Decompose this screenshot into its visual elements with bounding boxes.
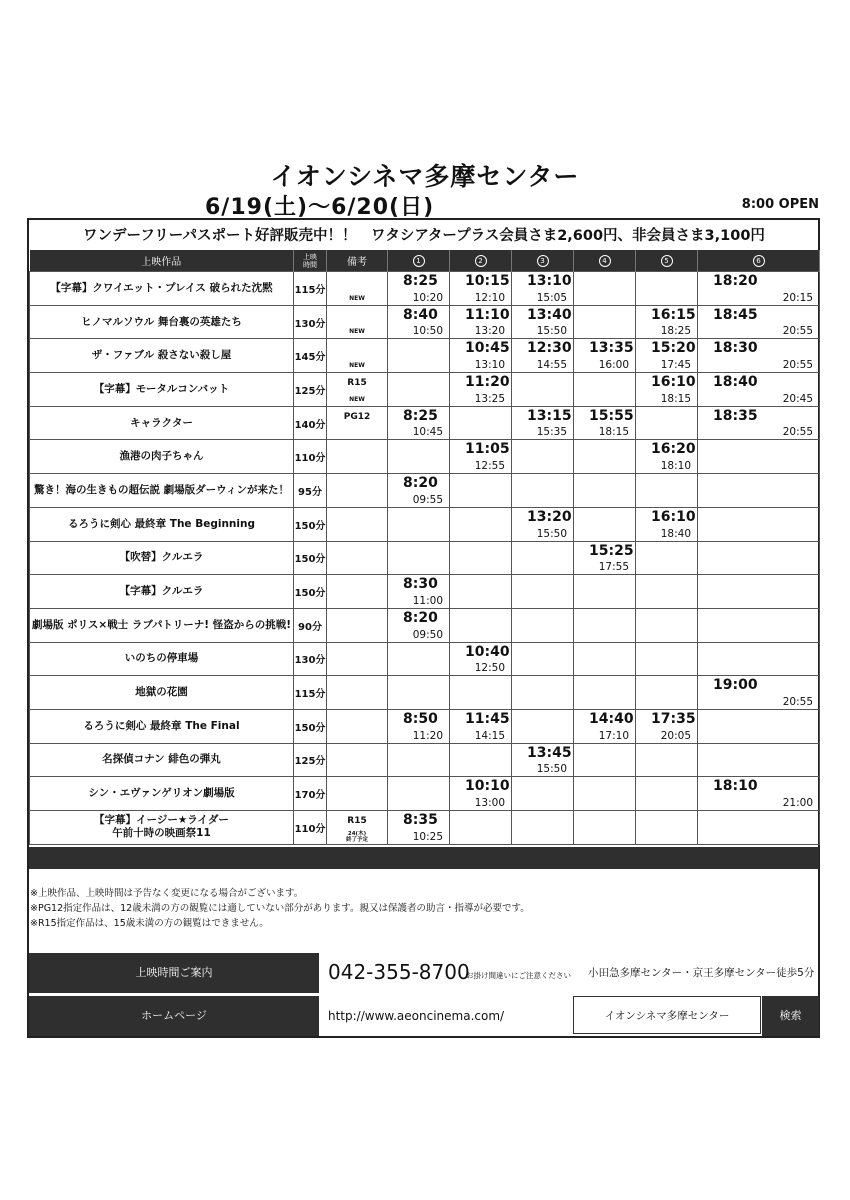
showtime-cell <box>574 777 636 811</box>
showtime-cell <box>388 440 450 474</box>
movie-title: 【字幕】クワイエット・プレイス 破られた沈黙 <box>30 272 294 306</box>
duration: 140分 <box>294 406 327 440</box>
end-time: 11:00 <box>412 594 443 607</box>
showtime-cell <box>512 811 574 845</box>
start-time: 8:25 <box>403 407 438 424</box>
end-time: 20:15 <box>782 291 813 304</box>
end-time: 18:40 <box>660 527 691 540</box>
start-time: 16:20 <box>651 441 696 458</box>
table-row <box>30 642 820 676</box>
duration: 125分 <box>294 743 327 777</box>
showtime-cell <box>574 676 636 710</box>
movie-title: 地獄の花園 <box>30 676 294 710</box>
end-time: 20:55 <box>782 359 813 372</box>
showtime-cell[interactable] <box>388 272 450 306</box>
showtime-cell <box>574 743 636 777</box>
movie-title: 劇場版 ポリス×戦士 ラブパトリーナ! 怪盗からの挑戦! <box>30 608 294 642</box>
showtime-cell[interactable] <box>512 743 574 777</box>
end-time: 14:15 <box>474 729 505 742</box>
table-row <box>30 811 820 845</box>
start-time: 18:30 <box>713 340 758 357</box>
showtime-cell[interactable] <box>450 440 512 474</box>
note-label: NEW <box>349 395 365 403</box>
table-row <box>30 541 820 575</box>
note-cell <box>327 777 388 811</box>
note-cell <box>327 373 388 407</box>
showtime-cell <box>388 507 450 541</box>
end-time: 13:10 <box>474 359 505 372</box>
duration: 170分 <box>294 777 327 811</box>
duration: 150分 <box>294 507 327 541</box>
table-row <box>30 305 820 339</box>
movie-title: るろうに剣心 最終章 The Beginning <box>30 507 294 541</box>
showtime-cell[interactable] <box>388 811 450 845</box>
showtime-cell[interactable] <box>450 642 512 676</box>
showtime-cell[interactable] <box>636 339 698 373</box>
showtime-cell <box>574 507 636 541</box>
note-label: 24(木) 終了予定 <box>345 830 368 843</box>
movie-title: 【字幕】モータルコンバット <box>30 373 294 407</box>
showtime-cell[interactable] <box>636 709 698 743</box>
end-time: 10:20 <box>412 291 443 304</box>
showtime-cell <box>574 272 636 306</box>
duration: 150分 <box>294 575 327 609</box>
showtime-cell[interactable] <box>450 305 512 339</box>
showtime-cell[interactable] <box>450 709 512 743</box>
showtime-cell <box>574 608 636 642</box>
showtime-cell <box>574 440 636 474</box>
showtime-cell[interactable] <box>698 676 820 710</box>
showtime-cell <box>636 811 698 845</box>
start-time: 8:20 <box>403 609 438 626</box>
end-time: 12:10 <box>474 291 505 304</box>
start-time: 16:10 <box>651 374 696 391</box>
promo-banner: ワンデーフリーパスポート好評販売中！！ ワタシアタープラス会員さま2,600円、非会員さま3,100円 <box>83 228 765 244</box>
table-row <box>30 709 820 743</box>
showtime-cell <box>388 642 450 676</box>
start-time: 8:25 <box>403 273 438 289</box>
movie-title: 【字幕】イージー★ライダー 午前十時の映画祭11 <box>30 811 294 845</box>
note-cell <box>327 709 388 743</box>
start-time: 18:45 <box>713 306 758 323</box>
table-row <box>30 608 820 642</box>
start-time: 18:40 <box>713 374 758 391</box>
duration: 95分 <box>294 474 327 508</box>
showtime-cell <box>388 339 450 373</box>
showtime-cell <box>698 608 820 642</box>
start-time: 13:35 <box>589 340 634 357</box>
duration: 110分 <box>294 811 327 845</box>
date-range: 6/19(土)～6/20(日) <box>205 195 435 220</box>
note-label: NEW <box>349 294 365 302</box>
start-time: 17:35 <box>651 710 696 727</box>
end-time: 14:55 <box>536 359 567 372</box>
search-input[interactable]: イオンシネマ多摩センター <box>573 996 761 1034</box>
end-time: 12:55 <box>474 460 505 473</box>
end-time: 17:10 <box>598 729 629 742</box>
showtime-cell <box>450 507 512 541</box>
showtime-cell <box>636 676 698 710</box>
showtime-cell[interactable] <box>698 272 820 306</box>
showtime-cell <box>450 608 512 642</box>
rating-badge: R15 <box>347 816 367 826</box>
start-time: 8:20 <box>403 475 438 492</box>
start-time: 8:35 <box>403 812 438 828</box>
start-time: 16:15 <box>651 306 696 323</box>
header-screen-6: 6 <box>698 250 820 272</box>
start-time: 19:00 <box>713 677 758 694</box>
showtime-cell[interactable] <box>450 777 512 811</box>
showtime-cell <box>388 777 450 811</box>
showtime-cell[interactable] <box>388 474 450 508</box>
showtime-cell <box>636 541 698 575</box>
note-line: ※PG12指定作品は、12歳未満の方の観覧には適していない部分があります。親又は保護者の助言・指導が必要です。 <box>30 903 530 914</box>
duration: 115分 <box>294 272 327 306</box>
start-time: 8:30 <box>403 576 438 593</box>
end-time: 10:50 <box>412 325 443 338</box>
showtime-cell <box>698 642 820 676</box>
note-cell <box>327 608 388 642</box>
phone-number: 042-355-8700 <box>328 960 470 984</box>
table-row <box>30 676 820 710</box>
phone-note: お掛け間違いにご注意ください <box>466 971 571 980</box>
showtime-cell[interactable] <box>698 339 820 373</box>
duration: 150分 <box>294 541 327 575</box>
note-cell <box>327 474 388 508</box>
header-screen-2: 2 <box>450 250 512 272</box>
start-time: 18:35 <box>713 407 758 424</box>
showtime-cell[interactable] <box>388 709 450 743</box>
showtime-cell <box>512 373 574 407</box>
note-label: NEW <box>349 362 365 370</box>
start-time: 15:20 <box>651 340 696 357</box>
movie-title: 【字幕】クルエラ <box>30 575 294 609</box>
showtime-cell[interactable] <box>450 373 512 407</box>
start-time: 18:10 <box>713 778 758 795</box>
duration: 130分 <box>294 642 327 676</box>
showtime-cell <box>698 507 820 541</box>
end-time: 18:15 <box>660 392 691 405</box>
showtime-cell[interactable] <box>698 373 820 407</box>
showtime-cell[interactable] <box>512 339 574 373</box>
showtime-cell <box>450 541 512 575</box>
showtime-cell <box>636 272 698 306</box>
duration: 110分 <box>294 440 327 474</box>
duration: 90分 <box>294 608 327 642</box>
showtime-cell[interactable] <box>450 272 512 306</box>
showtime-info-label: 上映時間ご案内 <box>29 953 319 993</box>
start-time: 10:10 <box>465 778 510 795</box>
end-time: 18:25 <box>660 325 691 338</box>
table-row <box>30 339 820 373</box>
showtime-cell <box>574 811 636 845</box>
opening-time: 8:00 OPEN <box>741 197 819 212</box>
showtime-cell <box>698 541 820 575</box>
showtime-cell <box>698 743 820 777</box>
showtime-cell[interactable] <box>574 406 636 440</box>
note-cell <box>327 743 388 777</box>
table-row <box>30 743 820 777</box>
showtime-cell <box>574 642 636 676</box>
start-time: 11:45 <box>465 710 510 727</box>
end-time: 15:50 <box>536 763 567 776</box>
start-time: 18:20 <box>713 273 758 289</box>
end-time: 21:00 <box>782 797 813 809</box>
start-time: 10:15 <box>465 273 510 289</box>
start-time: 13:45 <box>527 744 572 761</box>
start-time: 10:45 <box>465 340 510 357</box>
showtime-cell[interactable] <box>574 709 636 743</box>
movie-title: るろうに剣心 最終章 The Final <box>30 709 294 743</box>
showtime-cell[interactable] <box>636 373 698 407</box>
note-cell <box>327 305 388 339</box>
showtime-cell[interactable] <box>574 541 636 575</box>
showtime-cell <box>450 743 512 777</box>
access-info: 小田急多摩センター・京王多摩センター徒歩5分 <box>588 967 815 979</box>
duration: 125分 <box>294 373 327 407</box>
end-time: 18:10 <box>660 460 691 473</box>
end-time: 18:15 <box>598 426 629 439</box>
showtime-cell[interactable] <box>512 272 574 306</box>
end-time: 13:25 <box>474 392 505 405</box>
duration: 145分 <box>294 339 327 373</box>
end-time: 10:45 <box>412 426 443 439</box>
table-header-row <box>30 250 820 272</box>
showtime-cell <box>636 642 698 676</box>
rating-badge: PG12 <box>343 411 371 422</box>
note-cell <box>327 272 388 306</box>
showtime-cell <box>450 474 512 508</box>
showtime-cell[interactable] <box>698 305 820 339</box>
homepage-label: ホームページ <box>29 996 319 1036</box>
homepage-url[interactable]: http://www.aeoncinema.com/ <box>328 1009 505 1023</box>
note-cell <box>327 406 388 440</box>
showtime-cell <box>698 575 820 609</box>
showtime-cell <box>574 373 636 407</box>
showtime-cell <box>698 811 820 845</box>
showtime-cell <box>698 474 820 508</box>
showtime-cell <box>512 642 574 676</box>
start-time: 10:40 <box>465 643 510 660</box>
showtime-cell <box>512 777 574 811</box>
showtime-cell[interactable] <box>388 305 450 339</box>
duration: 130分 <box>294 305 327 339</box>
table-row <box>30 440 820 474</box>
header-screen-5: 5 <box>636 250 698 272</box>
showtime-cell[interactable] <box>512 406 574 440</box>
showtime-cell[interactable] <box>574 339 636 373</box>
end-time: 15:05 <box>536 291 567 304</box>
showtime-cell <box>450 676 512 710</box>
movie-title: 驚き！海の生きもの超伝説 劇場版ダーウィンが来た！ <box>30 474 294 508</box>
start-time: 8:50 <box>403 710 438 727</box>
note-cell <box>327 541 388 575</box>
duration: 115分 <box>294 676 327 710</box>
table-row <box>30 777 820 811</box>
start-time: 14:40 <box>589 710 634 727</box>
table-row <box>30 474 820 508</box>
end-time: 20:55 <box>782 695 813 708</box>
end-time: 20:55 <box>782 325 813 338</box>
note-cell <box>327 507 388 541</box>
end-time: 17:55 <box>598 561 629 574</box>
movie-title: 【吹替】クルエラ <box>30 541 294 575</box>
start-time: 15:55 <box>589 407 634 424</box>
showtime-cell <box>512 474 574 508</box>
movie-title: キャラクター <box>30 406 294 440</box>
note-cell <box>327 575 388 609</box>
showtime-cell <box>450 575 512 609</box>
showtime-cell <box>512 676 574 710</box>
showtime-cell <box>636 575 698 609</box>
showtime-cell <box>512 709 574 743</box>
showtime-cell[interactable] <box>512 507 574 541</box>
showtime-cell[interactable] <box>388 406 450 440</box>
search-button[interactable]: 検索 <box>762 996 819 1036</box>
end-time: 16:00 <box>598 359 629 372</box>
header-screen-3: 3 <box>512 250 574 272</box>
start-time: 13:20 <box>527 508 572 525</box>
start-time: 15:25 <box>589 542 634 559</box>
end-time: 15:50 <box>536 527 567 540</box>
start-time: 12:30 <box>527 340 572 357</box>
table-row <box>30 406 820 440</box>
showtime-cell[interactable] <box>636 507 698 541</box>
note-cell <box>327 676 388 710</box>
note-label: NEW <box>349 328 365 336</box>
note-line: ※R15指定作品は、15歳未満の方の観覧はできません。 <box>30 918 269 929</box>
showtime-cell <box>636 608 698 642</box>
showtime-cell[interactable] <box>388 575 450 609</box>
table-row <box>30 575 820 609</box>
end-time: 11:20 <box>412 729 443 742</box>
showtime-cell <box>512 575 574 609</box>
showtime-cell <box>698 709 820 743</box>
showtime-cell <box>388 676 450 710</box>
movie-title: ザ・ファブル 殺さない殺し屋 <box>30 339 294 373</box>
end-time: 15:50 <box>536 325 567 338</box>
header-note: 備考 <box>327 250 388 272</box>
note-cell <box>327 811 388 845</box>
rating-badge: R15 <box>347 378 367 389</box>
showtime-cell <box>450 811 512 845</box>
note-line: ※上映作品、上映時間は予告なく変更になる場合がございます。 <box>30 888 304 899</box>
start-time: 11:10 <box>465 306 510 323</box>
showtime-cell <box>450 406 512 440</box>
note-cell <box>327 440 388 474</box>
showtime-cell <box>512 440 574 474</box>
start-time: 13:10 <box>527 273 572 289</box>
movie-title: シン・エヴァンゲリオン劇場版 <box>30 777 294 811</box>
showtime-cell[interactable] <box>698 406 820 440</box>
end-time: 10:25 <box>412 830 443 843</box>
showtime-cell <box>698 440 820 474</box>
showtime-cell <box>388 541 450 575</box>
note-cell <box>327 642 388 676</box>
showtime-cell[interactable] <box>636 305 698 339</box>
header-title: 上映作品 <box>30 250 294 272</box>
end-time: 13:00 <box>474 797 505 809</box>
start-time: 8:40 <box>403 306 438 323</box>
showtime-cell[interactable] <box>698 777 820 811</box>
table-row <box>30 507 820 541</box>
movie-title: ヒノマルソウル 舞台裏の英雄たち <box>30 305 294 339</box>
showtime-cell <box>574 575 636 609</box>
showtime-cell <box>574 474 636 508</box>
page-title: イオンシネマ多摩センター <box>270 162 580 191</box>
header-screen-4: 4 <box>574 250 636 272</box>
end-time: 20:55 <box>782 426 813 439</box>
start-time: 16:10 <box>651 508 696 525</box>
end-time: 09:50 <box>412 628 443 641</box>
notes <box>30 886 530 931</box>
end-time: 20:45 <box>782 392 813 405</box>
end-time: 09:55 <box>412 493 443 506</box>
end-time: 17:45 <box>660 359 691 372</box>
movie-title: いのちの停車場 <box>30 642 294 676</box>
showtime-cell <box>512 608 574 642</box>
showtime-table <box>29 250 820 845</box>
movie-title: 漁港の肉子ちゃん <box>30 440 294 474</box>
showtime-cell[interactable] <box>512 305 574 339</box>
header-duration: 上映 時間 <box>294 250 327 272</box>
duration: 150分 <box>294 709 327 743</box>
showtime-cell[interactable] <box>450 339 512 373</box>
showtime-cell <box>388 743 450 777</box>
showtime-cell <box>636 474 698 508</box>
showtime-cell <box>636 743 698 777</box>
showtime-cell[interactable] <box>636 440 698 474</box>
showtime-cell <box>636 406 698 440</box>
start-time: 13:15 <box>527 407 572 424</box>
showtime-cell <box>574 305 636 339</box>
note-cell <box>327 339 388 373</box>
showtime-cell <box>388 373 450 407</box>
showtime-cell[interactable] <box>388 608 450 642</box>
table-row <box>30 272 820 306</box>
table-row <box>30 373 820 407</box>
start-time: 13:40 <box>527 306 572 323</box>
showtime-cell <box>512 541 574 575</box>
header-screen-1: 1 <box>388 250 450 272</box>
movie-title: 名探偵コナン 緋色の弾丸 <box>30 743 294 777</box>
separator-bar <box>29 847 819 869</box>
showtime-cell <box>636 777 698 811</box>
end-time: 12:50 <box>474 662 505 675</box>
end-time: 13:20 <box>474 325 505 338</box>
end-time: 15:35 <box>536 426 567 439</box>
start-time: 11:20 <box>465 374 510 391</box>
end-time: 20:05 <box>660 729 691 742</box>
start-time: 11:05 <box>465 441 510 458</box>
